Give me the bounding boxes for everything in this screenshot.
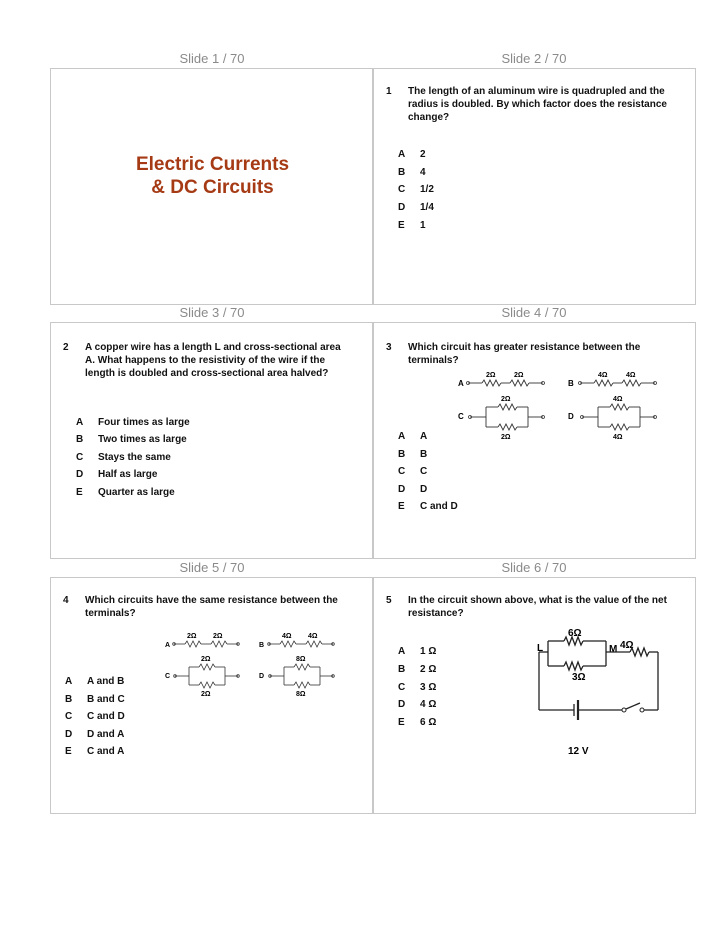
resistor-label: 4Ω bbox=[282, 633, 292, 640]
option-text: 1/2 bbox=[420, 184, 434, 195]
question-text: A copper wire has a length L and cross-sectional area A. What happens to the resistivity of the wire if the length is doubled and cross-sectional area halved? bbox=[85, 342, 341, 379]
slide-label: Slide 5 / 70 bbox=[179, 560, 245, 575]
option-letter: C bbox=[398, 184, 406, 195]
resistor-label: 2Ω bbox=[201, 656, 211, 663]
question-number: 4 bbox=[63, 595, 69, 606]
slide-label: Slide 2 / 70 bbox=[501, 51, 567, 66]
option-letter: E bbox=[398, 220, 405, 231]
option-letter: A bbox=[398, 149, 406, 160]
circuit-letter: C bbox=[458, 412, 464, 421]
circuits-diagram bbox=[458, 369, 668, 441]
option-letter: D bbox=[76, 469, 84, 480]
option-letter: B bbox=[65, 694, 73, 705]
option-letter: B bbox=[398, 449, 406, 460]
circuit-diagram bbox=[534, 624, 664, 758]
title-line: & DC Circuits bbox=[151, 177, 274, 198]
resistor-label: 8Ω bbox=[296, 656, 306, 663]
resistor-label: 8Ω bbox=[296, 691, 306, 698]
circuit-letter: D bbox=[259, 673, 265, 680]
option-text: 1 Ω bbox=[420, 646, 437, 657]
option-text: Quarter as large bbox=[98, 487, 175, 498]
option-letter: D bbox=[398, 699, 406, 710]
option-letter: A bbox=[65, 676, 73, 687]
option-letter: C bbox=[398, 466, 406, 477]
slide-label: Slide 6 / 70 bbox=[501, 560, 567, 575]
option-text: C bbox=[420, 466, 428, 477]
resistor-label: 2Ω bbox=[201, 691, 211, 698]
slide-3 bbox=[50, 322, 373, 559]
option-text: Stays the same bbox=[98, 452, 171, 463]
resistor-label: 2Ω bbox=[486, 372, 496, 379]
question-text: The length of an aluminum wire is quadrupled and the radius is doubled. By which factor does the resistance change? bbox=[408, 86, 667, 123]
question-number: 5 bbox=[386, 595, 392, 606]
resistor-label: 4Ω bbox=[626, 372, 636, 379]
option-text: Four times as large bbox=[98, 417, 190, 428]
option-text: B bbox=[420, 449, 428, 460]
slide-label: Slide 4 / 70 bbox=[501, 305, 567, 320]
option-letter: C bbox=[65, 711, 73, 722]
resistor-label: 2Ω bbox=[514, 372, 524, 379]
option-letter: E bbox=[65, 746, 72, 757]
circuits-diagram bbox=[165, 630, 345, 700]
option-letter: C bbox=[76, 452, 84, 463]
option-text: C and D bbox=[87, 711, 125, 722]
node-label: M bbox=[609, 644, 618, 655]
option-letter: D bbox=[398, 202, 406, 213]
option-text: Half as large bbox=[98, 469, 158, 480]
option-text: 3 Ω bbox=[420, 682, 437, 693]
option-text: C and D bbox=[420, 501, 458, 512]
question-number: 2 bbox=[63, 342, 69, 353]
resistor-label: 2Ω bbox=[187, 633, 197, 640]
question-text: In the circuit shown above, what is the value of the net resistance? bbox=[408, 595, 667, 619]
node-label: L bbox=[537, 643, 544, 654]
option-text: A and B bbox=[87, 676, 125, 687]
slide-1 bbox=[50, 68, 373, 305]
option-letter: A bbox=[398, 431, 406, 442]
resistor-label: 2Ω bbox=[213, 633, 223, 640]
option-text: 1 bbox=[420, 220, 426, 231]
option-text: 4 Ω bbox=[420, 699, 437, 710]
circuit-letter: C bbox=[165, 673, 171, 680]
option-text: C and A bbox=[87, 746, 125, 757]
resistor-label: 2Ω bbox=[501, 434, 511, 441]
question-text: Which circuits have the same resistance between the terminals? bbox=[85, 595, 338, 619]
question-number: 1 bbox=[386, 86, 392, 97]
option-letter: A bbox=[398, 646, 406, 657]
option-letter: B bbox=[398, 167, 406, 178]
resistor-label: 4Ω bbox=[620, 640, 634, 651]
circuit-letter: A bbox=[458, 379, 464, 388]
circuit-letter: B bbox=[259, 642, 265, 649]
battery-label: 12 V bbox=[568, 746, 589, 757]
circuit-letter: D bbox=[568, 412, 574, 421]
option-text: D and A bbox=[87, 729, 125, 740]
option-letter: D bbox=[65, 729, 73, 740]
option-text: B and C bbox=[87, 694, 125, 705]
option-letter: B bbox=[76, 434, 84, 445]
slide-2 bbox=[373, 68, 696, 305]
option-text: 2 bbox=[420, 149, 426, 160]
resistor-label: 2Ω bbox=[501, 396, 511, 403]
resistor-label: 3Ω bbox=[572, 672, 586, 683]
resistor-label: 4Ω bbox=[613, 434, 623, 441]
option-letter: E bbox=[398, 717, 405, 728]
question-text: Which circuit has greater resistance between the terminals? bbox=[408, 342, 641, 366]
option-text: 1/4 bbox=[420, 202, 434, 213]
resistor-label: 6Ω bbox=[568, 628, 582, 639]
circuit-letter: A bbox=[165, 642, 171, 649]
slide-6 bbox=[373, 577, 696, 814]
option-letter: C bbox=[398, 682, 406, 693]
question-number: 3 bbox=[386, 342, 392, 353]
option-text: Two times as large bbox=[98, 434, 187, 445]
option-text: A bbox=[420, 431, 428, 442]
resistor-label: 4Ω bbox=[613, 396, 623, 403]
option-text: 2 Ω bbox=[420, 664, 437, 675]
slide-label: Slide 3 / 70 bbox=[179, 305, 245, 320]
slide-4 bbox=[373, 322, 696, 559]
option-text: 6 Ω bbox=[420, 717, 437, 728]
circuit-letter: B bbox=[568, 379, 574, 388]
option-letter: E bbox=[76, 487, 83, 498]
option-letter: D bbox=[398, 484, 406, 495]
option-text: D bbox=[420, 484, 428, 495]
resistor-label: 4Ω bbox=[598, 372, 608, 379]
slide-5 bbox=[50, 577, 373, 814]
title-slide bbox=[51, 153, 374, 199]
option-letter: B bbox=[398, 664, 406, 675]
option-letter: A bbox=[76, 417, 84, 428]
option-text: 4 bbox=[420, 167, 426, 178]
option-letter: E bbox=[398, 501, 405, 512]
slide-label: Slide 1 / 70 bbox=[179, 51, 245, 66]
resistor-label: 4Ω bbox=[308, 633, 318, 640]
title-line: Electric Currents bbox=[135, 154, 290, 175]
